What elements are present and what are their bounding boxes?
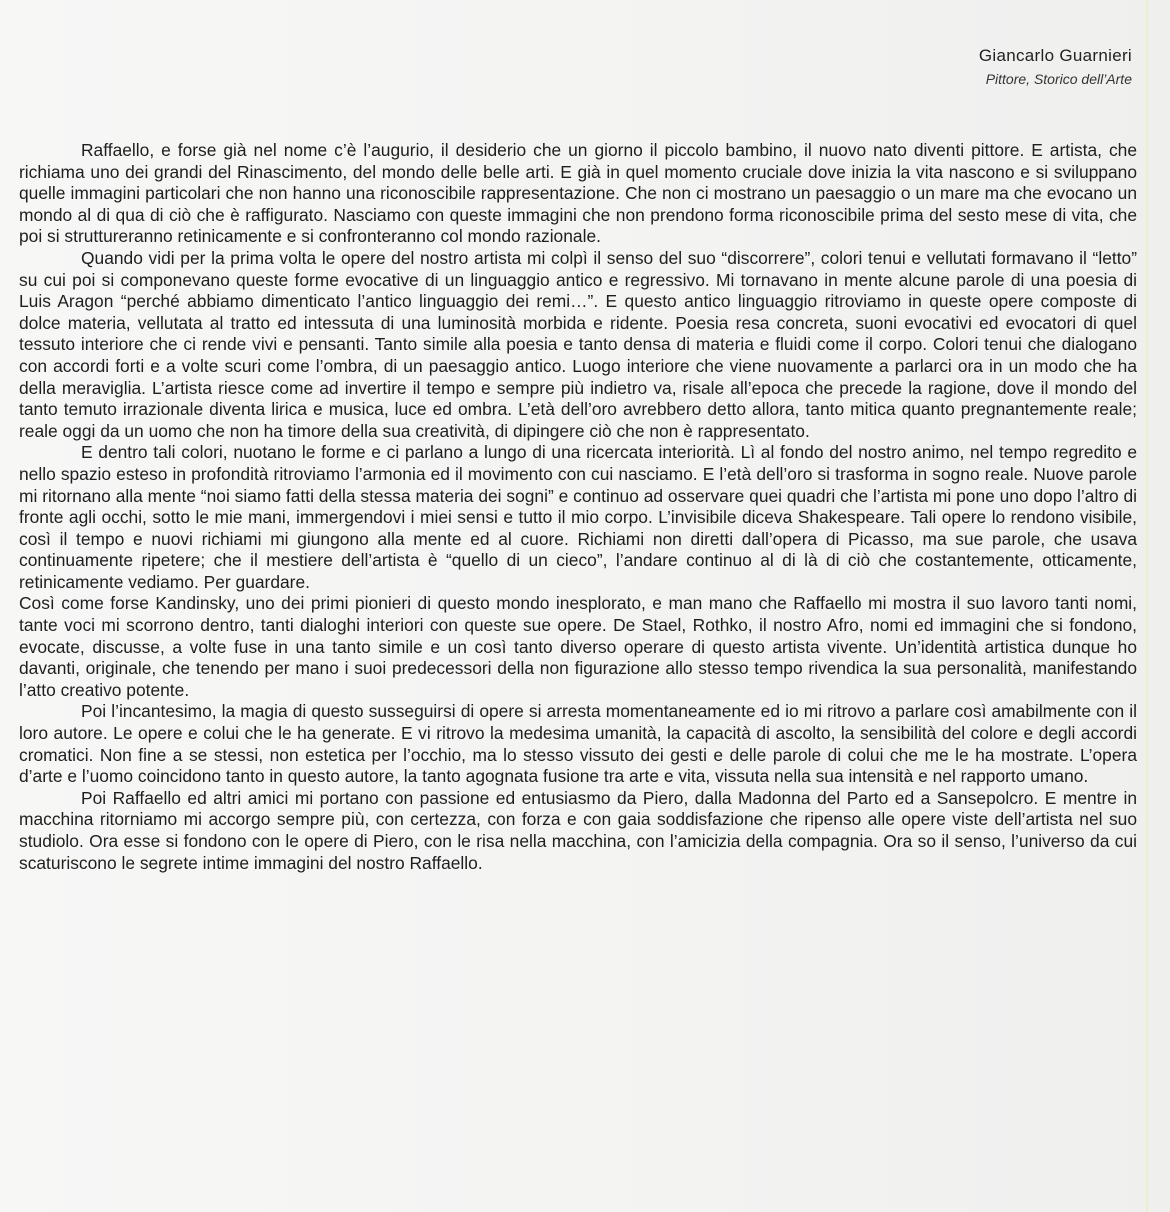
author-block xyxy=(979,44,1132,90)
author-role: Pittore, Storico dell’Arte xyxy=(985,71,1132,87)
paragraph: Raffaello, e forse già nel nome c’è l’augurio, il desiderio che un giorno il piccolo bambino, il nuovo nato diventi pittore. E artista, che richiama uno dei grandi del Rinascimento, del mondo delle belle arti. E già in quel momento cruciale dove inizia la vita nascono e si sviluppano quelle immagini particolari che non hanno una riconoscibile rappresentazione. Che non ci mostrano un paesaggio o un mare ma che evocano un mondo al di qua di ciò che è raffigurato. Nasciamo con queste immagini che non prendono forma riconoscibile prima del sesto mese di vita, che poi si struttureranno retinicamente e si confronteranno col mondo razionale. xyxy=(19,140,1137,247)
paragraph: Quando vidi per la prima volta le opere del nostro artista mi colpì il senso del suo “discorrere”, colori tenui e vellutati formavano il “letto” su cui poi si componevano queste forme evocative di un linguaggio antico e regressivo. Mi tornavano in mente alcune parole di una poesia di Luis Aragon “perché abbiamo dimenticato l’antico linguaggio dei remi…”. E questo antico linguaggio ritroviamo in queste opere composte di dolce materia, vellutata al tratto ed intessuta di una luminosità morbida e ridente. Poesia resa concreta, suoni evocativi ed evocatori di quel tessuto interiore che ci rende vivi e pensanti. Tanto simile alla poesia e tanto densa di materia e fluidi come il corpo. Colori tenui che dialogano con accordi forti e a volte scuri come l’ombra, di un paesaggio antico. Luogo interiore che viene nuovamente a parlarci ora in un modo che ha della meraviglia. L’artista riesce come ad invertire il tempo e sempre più indietro va, risale all’epoca che precede la ragione, dove il mondo del tanto temuto irrazionale diventa lirica e musica, luce ed ombra. L’età dell’oro avrebbero detto allora, tanto mitica quanto pregnantemente reale; reale oggi da un uomo che non ha timore della sua creatività, di dipingere ciò che non è rappresentato. xyxy=(19,247,1137,441)
page-edge-line xyxy=(1146,0,1148,1212)
paragraph: Poi l’incantesimo, la magia di questo susseguirsi di opere si arresta momentaneamente ed io mi ritrovo a parlare così amabilmente con il loro autore. Le opere e colui che le ha generate. E vi ritrovo la medesima umanità, la capacità di ascolto, la sensibilità del colore e degli accordi cromatici. Non fine a se stessi, non estetica per l’occhio, ma lo stesso vissuto dei gesti e delle parole di colui che me le ha mostrate. L’opera d’arte e l’uomo coincidono tanto in questo autore, la tanto agognata fusione tra arte e vita, vissuta nella sua intensità e nel rapporto umano. xyxy=(19,701,1137,787)
article-body xyxy=(19,140,1137,874)
paragraph: Poi Raffaello ed altri amici mi portano con passione ed entusiasmo da Piero, dalla Madonna del Parto ed a Sansepolcro. E mentre in macchina ritorniamo mi accorgo sempre più, con certezza, con forza e con gaia soddisfazione che ripenso alle opere viste dell’artista nel suo studiolo. Ora esse si fondono con le opere di Piero, con le risa nella macchina, con l’amicizia della compagnia. Ora so il senso, l’universo da cui scaturiscono le segrete intime immagini del nostro Raffaello. xyxy=(19,787,1137,873)
paragraph: E dentro tali colori, nuotano le forme e ci parlano a lungo di una ricercata interiorità. Lì al fondo del nostro animo, nel tempo regredito e nello spazio esteso in profondità ritroviamo l’armonia ed il movimento con cui nasciamo. E l’età dell’oro si trasforma in sogno reale. Nuove parole mi ritornano alla mente “noi siamo fatti della stessa materia dei sogni” e continuo ad osservare quei quadri che l’artista mi pone uno dopo l’altro di fronte agli occhi, sotto le mie mani, immergendovi i miei sensi e tutto il mio corpo. L’invisibile diceva Shakespeare. Tali opere lo rendono visibile, così il tempo e nuovi richiami mi giungono alla mente ed al cuore. Richiami non diretti dall’opera di Picasso, ma sue parole, che usava continuamente ripetere; che il mestiere dell’artista è “quello di un cieco”, l’andare continuo al di là di ciò che costantemente, otticamente, retinicamente vediamo. Per guardare. xyxy=(19,442,1137,592)
paragraph: Così come forse Kandinsky, uno dei primi pionieri di questo mondo inesplorato, e man mano che Raffaello mi mostra il suo lavoro tanti nomi, tante voci mi scorrono dentro, tanti dialoghi interiori con queste sue opere. De Stael, Rothko, il nostro Afro, nomi ed immagini che si fondono, evocate, discusse, a volte fuse in una tanto simile e un così tanto diverso operare di questo artista vivente. Un’identità artistica dunque ho davanti, originale, che tenendo per mano i suoi predecessori della non figurazione allo stesso tempo rivendica la sua personalità, manifestando l’atto creativo potente. xyxy=(19,593,1137,700)
author-name: Giancarlo Guarnieri xyxy=(978,46,1132,65)
